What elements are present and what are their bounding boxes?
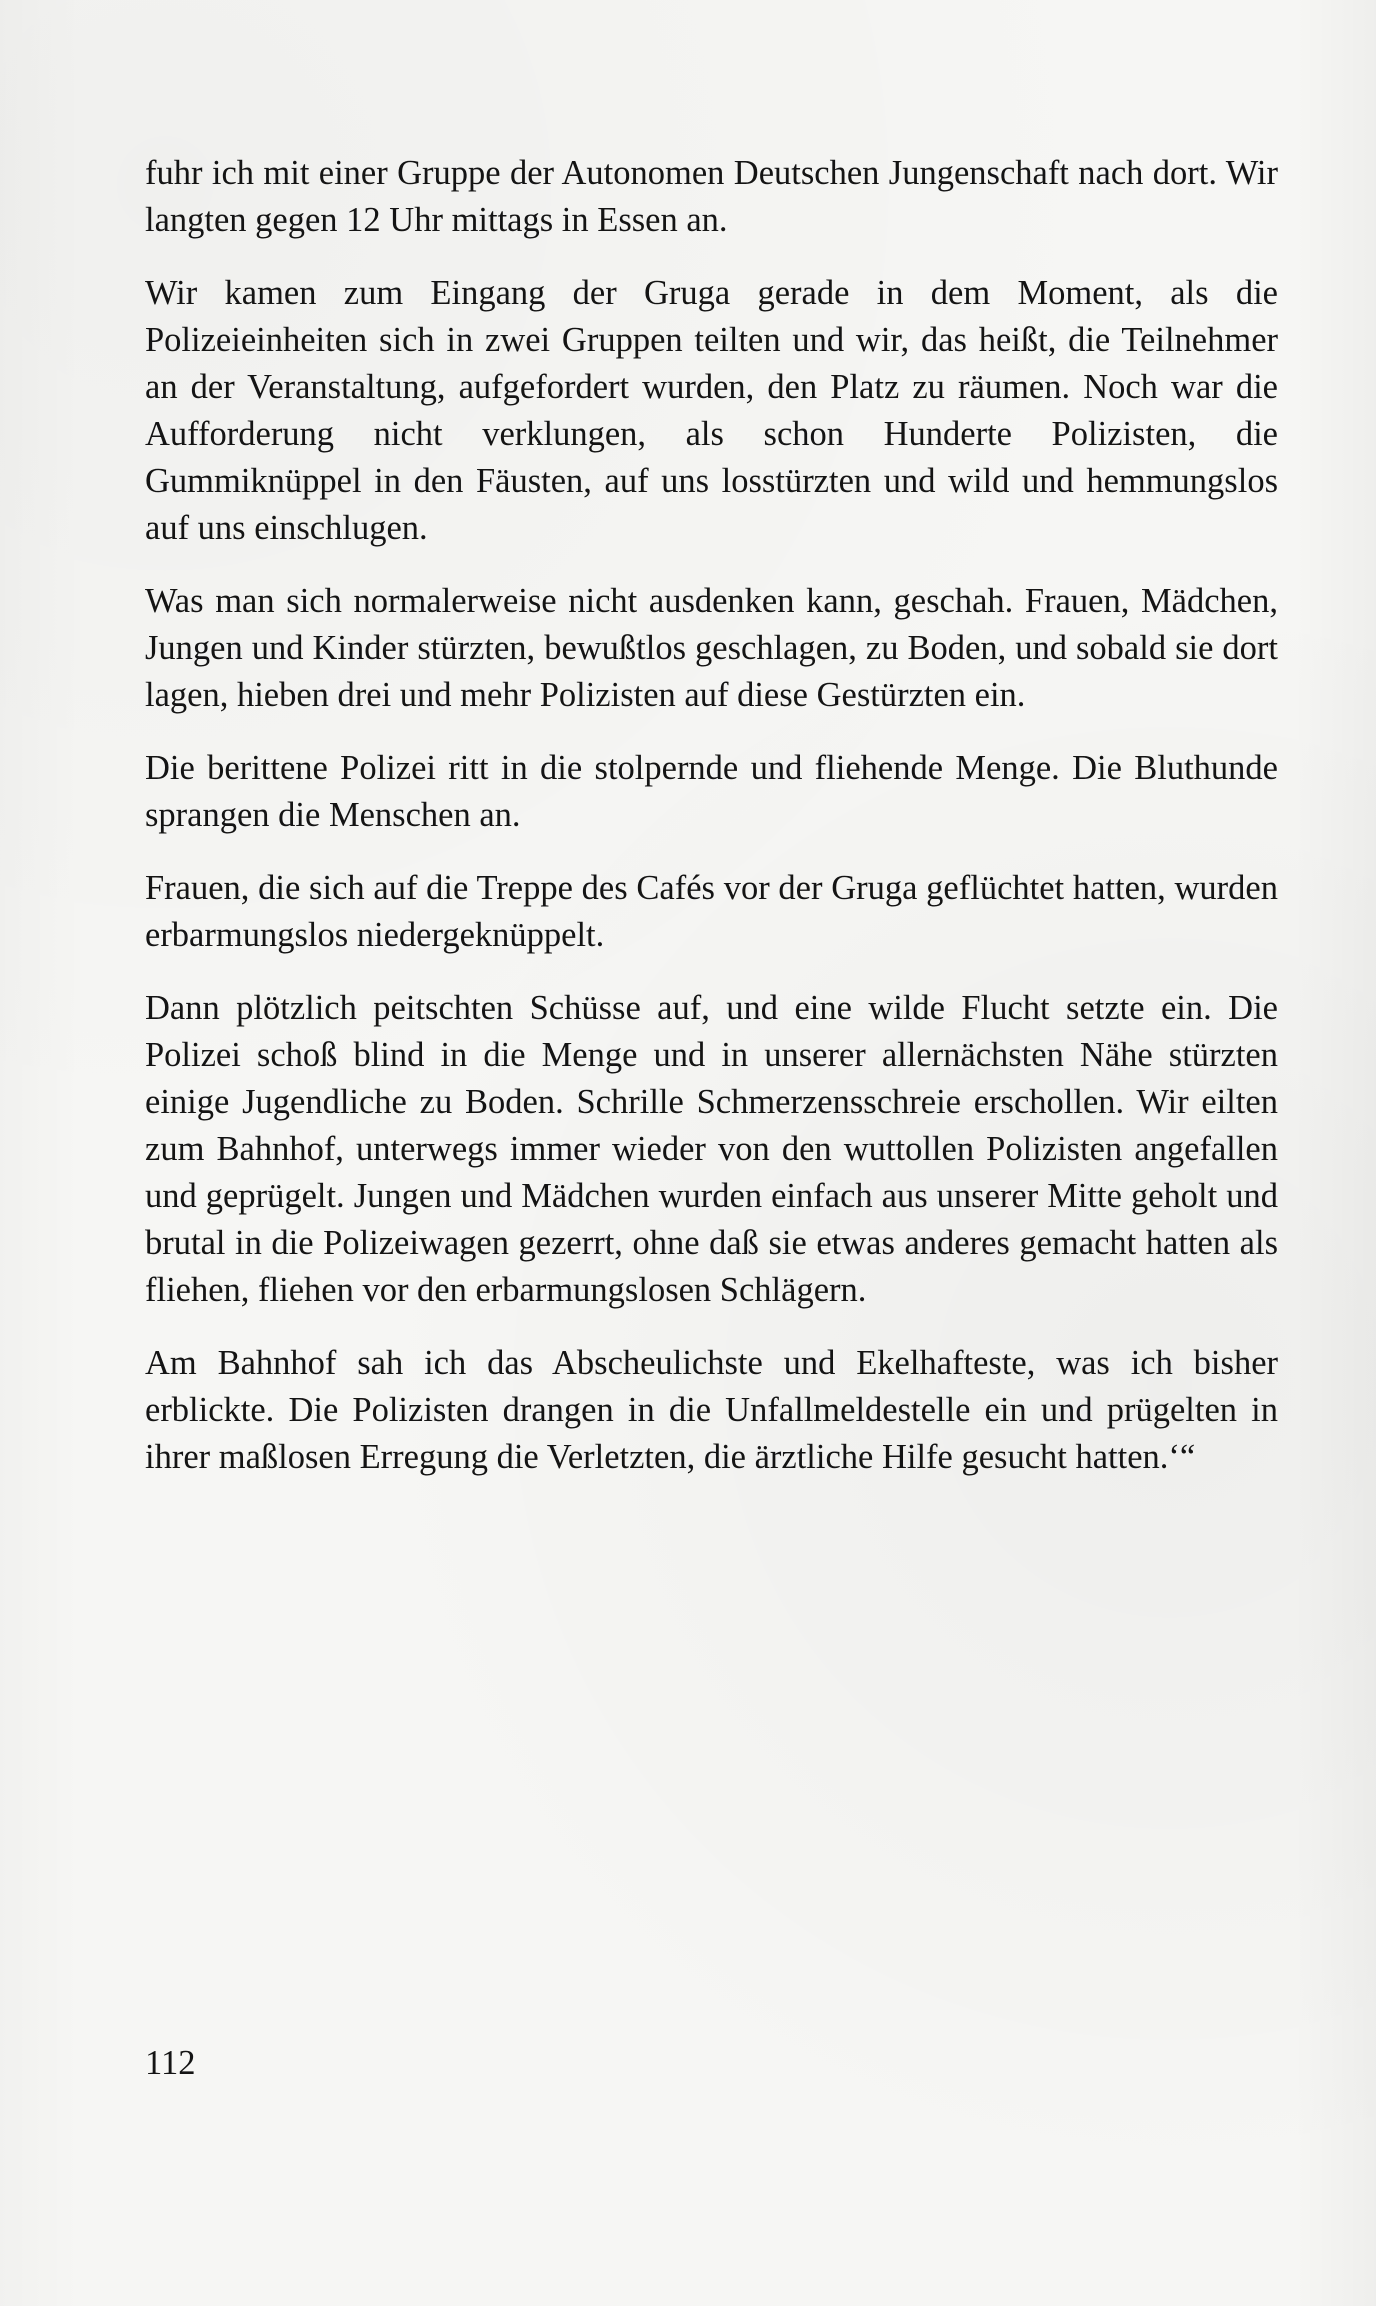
paragraph-2: Wir kamen zum Eingang der Gruga gerade in dem Moment, als die Polizeieinheiten sich in zwei Gruppen teilten und wir, das heißt, die Teilnehmer an der Veranstaltung, aufgefordert wurden, den Platz zu räumen. Noch war die Aufforderung nicht verklungen, als schon Hunderte Polizisten, die Gummiknüppel in den Fäusten, auf uns losstürzten und wild und hemmungslos auf uns einschlugen. [145, 274, 1278, 547]
paragraph-5: Frauen, die sich auf die Treppe des Cafés vor der Gruga geflüchtet hatten, wurden erbarmungslos niedergeknüppelt. [145, 869, 1278, 954]
body-text [145, 150, 1278, 1507]
paragraph-4: Die berittene Polizei ritt in die stolpernde und fliehende Menge. Die Bluthunde sprangen die Menschen an. [145, 749, 1278, 834]
paragraph-1: fuhr ich mit einer Gruppe der Autonomen Deutschen Jungenschaft nach dort. Wir langten gegen 12 Uhr mittags in Essen an. [145, 154, 1278, 239]
paragraph-6: Dann plötzlich peitschten Schüsse auf, und eine wilde Flucht setzte ein. Die Polizei schoß blind in die Menge und in unserer allernächsten Nähe stürzten einige Jugendliche zu Boden. Schrille Schmerzensschreie erschollen. Wir eilten zum Bahnhof, unterwegs immer wieder von den wuttollen Polizisten angefallen und geprügelt. Jungen und Mädchen wurden einfach aus unserer Mitte geholt und brutal in die Polizeiwagen gezerrt, ohne daß sie etwas anderes gemacht hatten als fliehen, fliehen vor den erbarmungslosen Schlägern. [145, 989, 1278, 1309]
paragraph-7: Am Bahnhof sah ich das Abscheulichste und Ekelhafteste, was ich bisher erblickte. Die Polizisten drangen in die Unfallmeldestelle ein und prügelten in ihrer maßlosen Erregung die Verletzten, die ärztliche Hilfe gesucht hatten.‘“ [145, 1344, 1278, 1476]
paragraph-3: Was man sich normalerweise nicht ausdenken kann, geschah. Frauen, Mädchen, Jungen und Kinder stürzten, bewußtlos geschlagen, zu Boden, und sobald sie dort lagen, hieben drei und mehr Polizisten auf diese Gestürzten ein. [145, 582, 1278, 714]
page-number: 112 [145, 2044, 196, 2082]
